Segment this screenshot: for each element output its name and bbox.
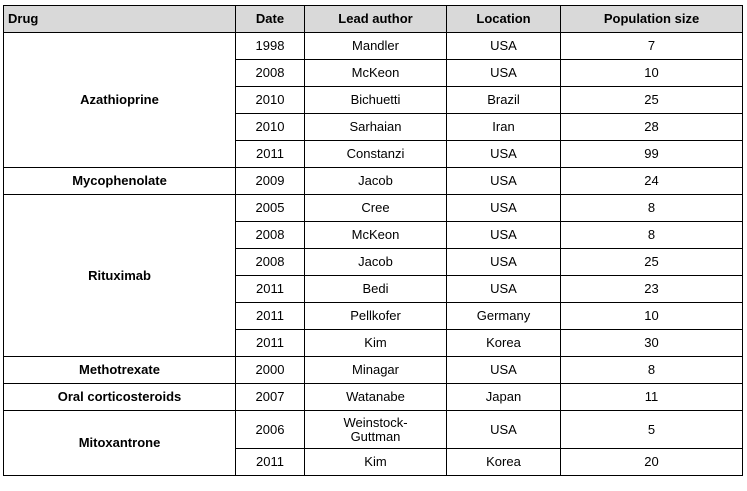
population-size-cell: 28: [561, 114, 743, 141]
date-cell: 2008: [236, 222, 305, 249]
table-row: [4, 411, 743, 449]
date-cell: 2011: [236, 449, 305, 476]
table-row: [4, 195, 743, 222]
date-cell: 1998: [236, 33, 305, 60]
date-cell: 2006: [236, 411, 305, 449]
lead-author-cell: Jacob: [305, 168, 447, 195]
lead-author-cell: Weinstock- Guttman: [305, 411, 447, 449]
lead-author-cell: Sarhaian: [305, 114, 447, 141]
lead-author-cell: Watanabe: [305, 384, 447, 411]
location-cell: USA: [447, 276, 561, 303]
date-cell: 2008: [236, 60, 305, 87]
location-cell: Brazil: [447, 87, 561, 114]
location-cell: USA: [447, 222, 561, 249]
header-date: Date: [236, 6, 305, 33]
location-cell: USA: [447, 141, 561, 168]
lead-author-cell: Kim: [305, 449, 447, 476]
table-row: [4, 168, 743, 195]
drug-name-cell: Rituximab: [4, 195, 236, 357]
table-row: [4, 357, 743, 384]
population-size-cell: 5: [561, 411, 743, 449]
population-size-cell: 25: [561, 87, 743, 114]
lead-author-cell: Minagar: [305, 357, 447, 384]
population-size-cell: 10: [561, 303, 743, 330]
location-cell: USA: [447, 357, 561, 384]
lead-author-cell: Bichuetti: [305, 87, 447, 114]
population-size-cell: 7: [561, 33, 743, 60]
population-size-cell: 99: [561, 141, 743, 168]
lead-author-cell: McKeon: [305, 222, 447, 249]
date-cell: 2011: [236, 330, 305, 357]
date-cell: 2008: [236, 249, 305, 276]
table-body: [4, 33, 743, 476]
drug-name-cell: Mycophenolate: [4, 168, 236, 195]
population-size-cell: 11: [561, 384, 743, 411]
date-cell: 2009: [236, 168, 305, 195]
lead-author-cell: Bedi: [305, 276, 447, 303]
location-cell: Korea: [447, 449, 561, 476]
population-size-cell: 24: [561, 168, 743, 195]
location-cell: USA: [447, 168, 561, 195]
header-location: Location: [447, 6, 561, 33]
location-cell: Iran: [447, 114, 561, 141]
drug-name-cell: Methotrexate: [4, 357, 236, 384]
location-cell: Germany: [447, 303, 561, 330]
lead-author-cell: Kim: [305, 330, 447, 357]
population-size-cell: 8: [561, 357, 743, 384]
drug-name-cell: Oral corticosteroids: [4, 384, 236, 411]
population-size-cell: 20: [561, 449, 743, 476]
location-cell: USA: [447, 60, 561, 87]
header-lead-author: Lead author: [305, 6, 447, 33]
population-size-cell: 8: [561, 195, 743, 222]
date-cell: 2005: [236, 195, 305, 222]
population-size-cell: 8: [561, 222, 743, 249]
location-cell: Korea: [447, 330, 561, 357]
lead-author-cell: Pellkofer: [305, 303, 447, 330]
population-size-cell: 23: [561, 276, 743, 303]
drug-name-cell: Azathioprine: [4, 33, 236, 168]
table-row: [4, 384, 743, 411]
lead-author-cell: Mandler: [305, 33, 447, 60]
drug-name-cell: Mitoxantrone: [4, 411, 236, 476]
header-population-size: Population size: [561, 6, 743, 33]
date-cell: 2011: [236, 303, 305, 330]
date-cell: 2011: [236, 141, 305, 168]
date-cell: 2010: [236, 87, 305, 114]
date-cell: 2000: [236, 357, 305, 384]
header-drug: Drug: [4, 6, 236, 33]
location-cell: USA: [447, 249, 561, 276]
location-cell: Japan: [447, 384, 561, 411]
population-size-cell: 30: [561, 330, 743, 357]
population-size-cell: 10: [561, 60, 743, 87]
date-cell: 2010: [236, 114, 305, 141]
header-row: [4, 6, 743, 33]
date-cell: 2007: [236, 384, 305, 411]
date-cell: 2011: [236, 276, 305, 303]
table-row: [4, 33, 743, 60]
drug-studies-table: [3, 5, 743, 476]
location-cell: USA: [447, 33, 561, 60]
lead-author-cell: Cree: [305, 195, 447, 222]
population-size-cell: 25: [561, 249, 743, 276]
location-cell: USA: [447, 411, 561, 449]
lead-author-cell: Constanzi: [305, 141, 447, 168]
lead-author-cell: Jacob: [305, 249, 447, 276]
lead-author-cell: McKeon: [305, 60, 447, 87]
location-cell: USA: [447, 195, 561, 222]
